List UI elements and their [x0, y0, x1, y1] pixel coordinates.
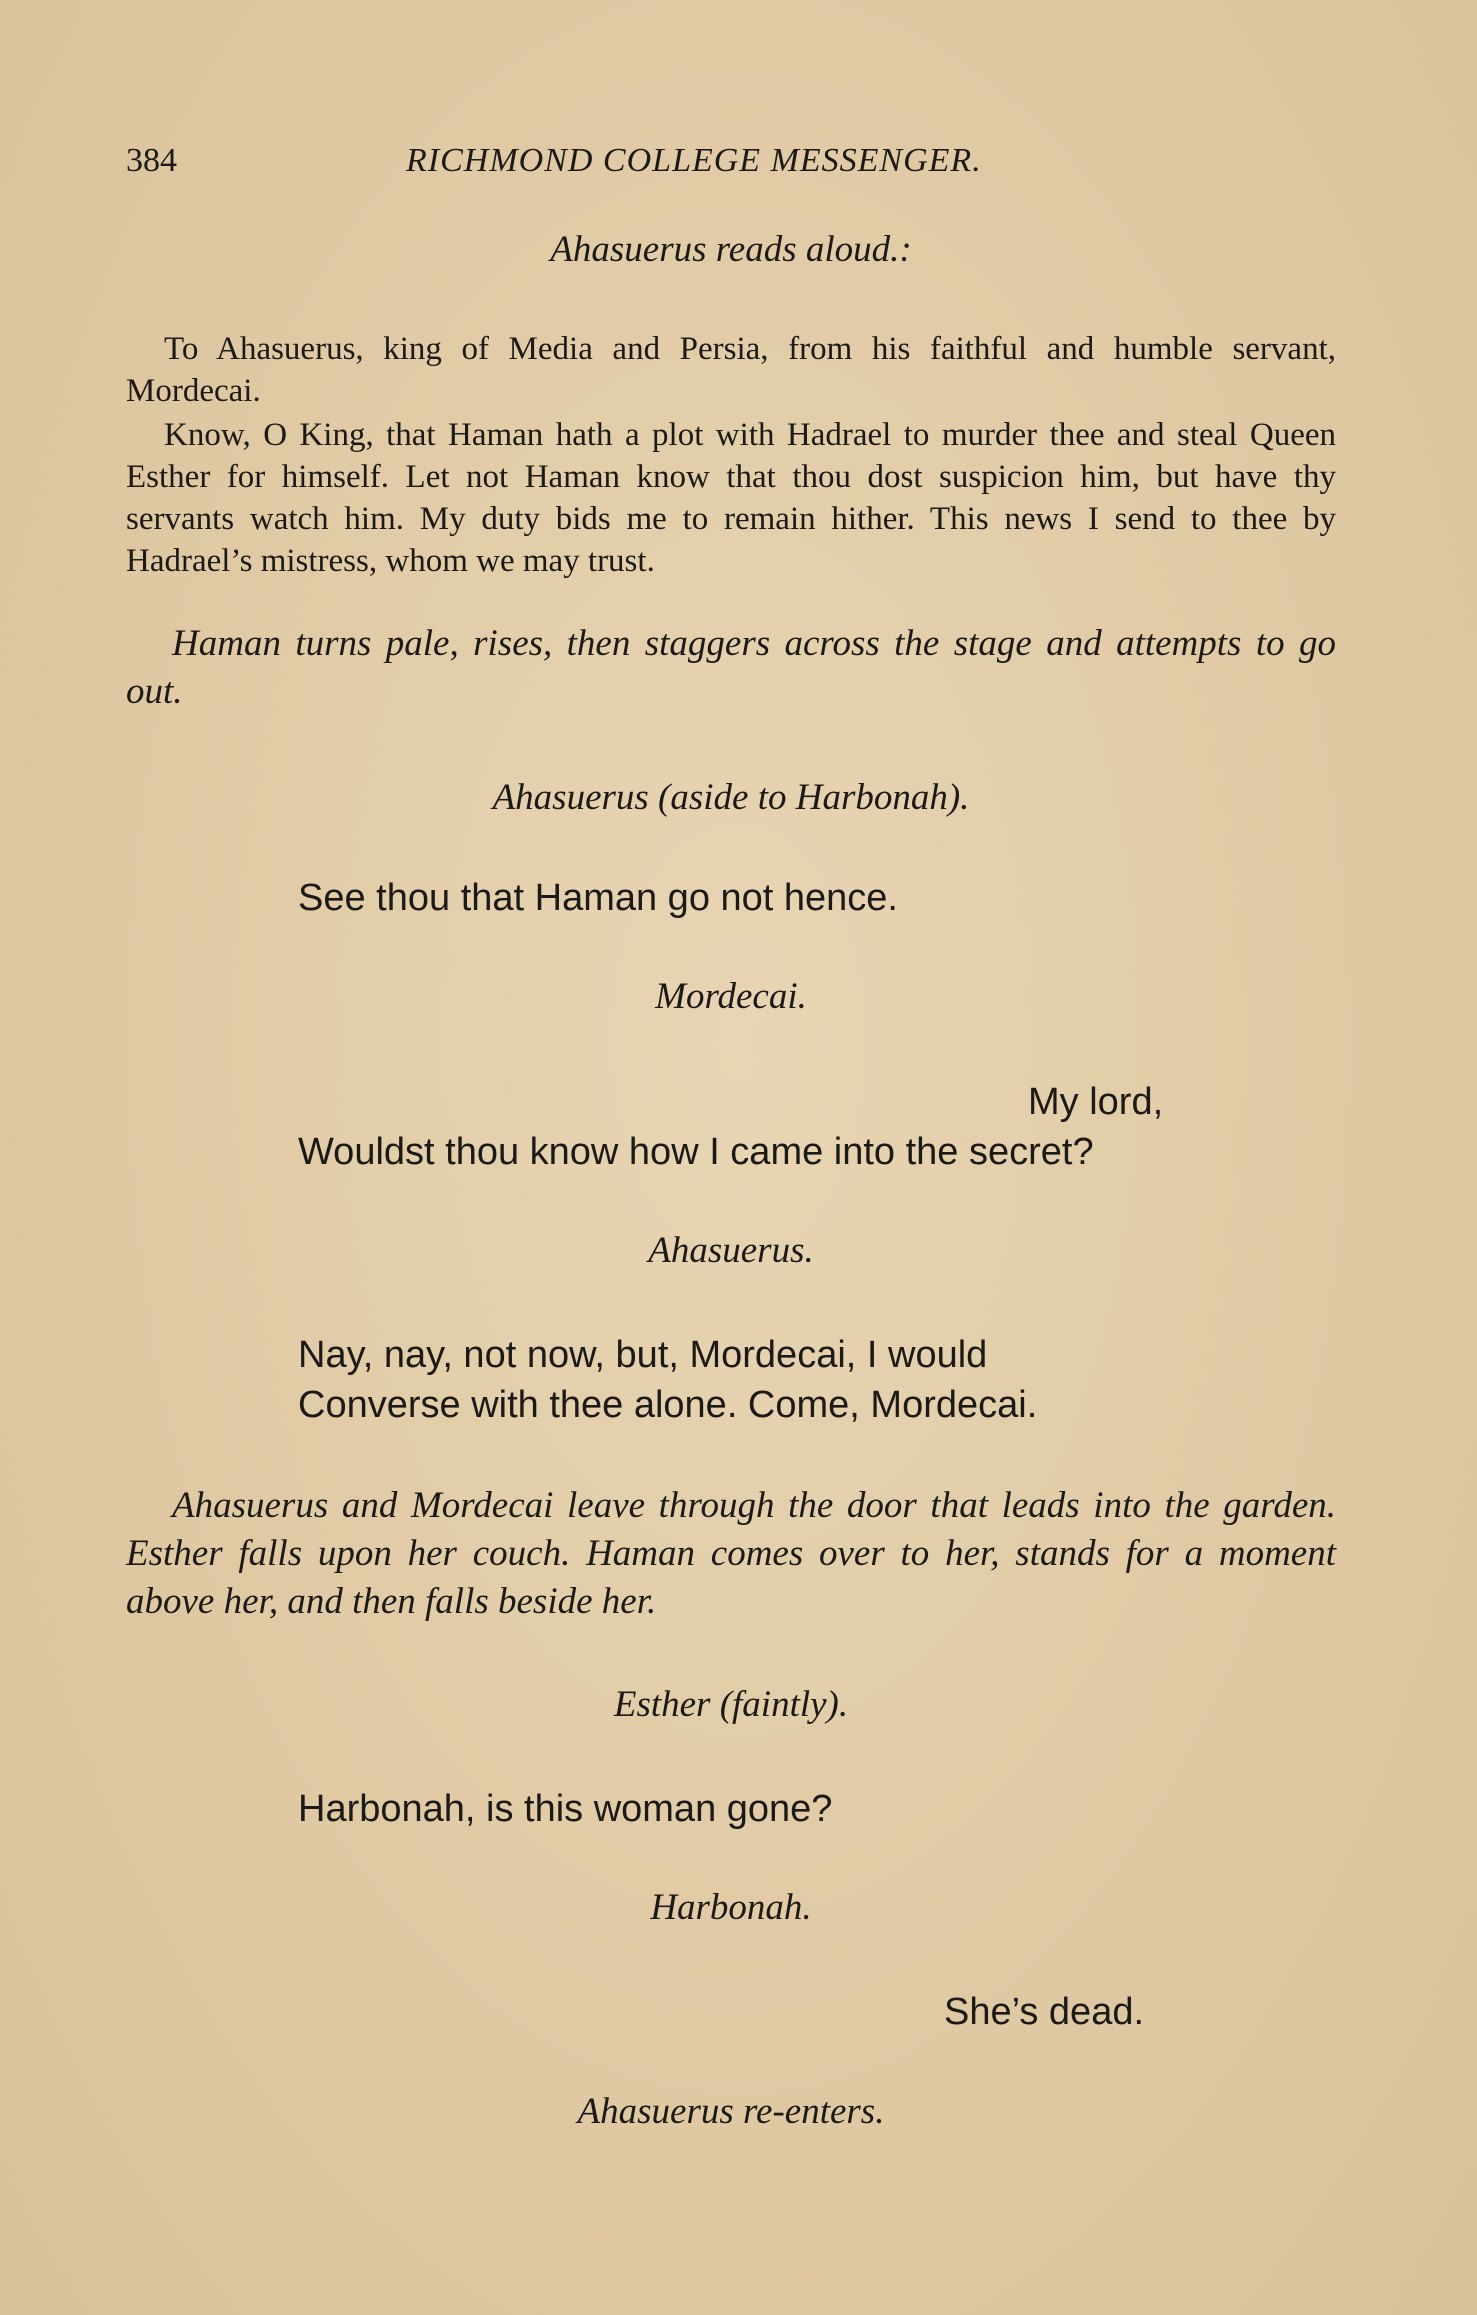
speaker-ahasuerus-aside: Ahasuerus (aside to Harbonah). — [492, 777, 970, 818]
line-see-thou: See thou that Haman go not hence. — [298, 877, 898, 919]
line-nay-1: Nay, nay, not now, but, Mordecai, I would — [298, 1334, 988, 1376]
letter-salutation: To Ahasuerus, king of Media and Persia, from his faithful and humble servant, Mordecai. — [126, 331, 1336, 409]
speaker-ahasuerus: Ahasuerus. — [648, 1230, 814, 1271]
stage-direction-reenters: Ahasuerus re-enters. — [577, 2091, 885, 2132]
line-wouldst: Wouldst thou know how I came into the secret? — [298, 1131, 1094, 1173]
speaker-harbonah: Harbonah. — [650, 1887, 812, 1928]
stage-direction-leave — [126, 1482, 1336, 1626]
line-nay-2: Converse with thee alone. Come, Mordecai. — [298, 1384, 1038, 1426]
line-my-lord: My lord, — [1028, 1081, 1164, 1123]
page-number: 384 — [126, 142, 177, 179]
speaker-mordecai: Mordecai. — [655, 976, 807, 1017]
running-title: RICHMOND COLLEGE MESSENGER. — [406, 142, 982, 179]
line-harbonah-gone: Harbonah, is this woman gone? — [298, 1788, 833, 1830]
speaker-esther: Esther (faintly). — [613, 1684, 849, 1725]
stage-direction-haman — [126, 620, 1336, 716]
line-shes-dead: She’s dead. — [944, 1991, 1145, 2033]
letter-body: Know, O King, that Haman hath a plot with Hadrael to murder thee and steal Queen Esther for himself. Let not Haman know that thou dost suspicion him, but have thy servants watch him. My duty bids me to remain hither. This news I send to thee by Hadrael’s mistress, whom we may trust. — [126, 417, 1336, 579]
running-header — [126, 142, 1326, 192]
letter-text — [126, 328, 1336, 582]
stage-direction-haman-text: Haman turns pale, rises, then staggers across the stage and attempts to go out. — [126, 623, 1336, 712]
stage-direction-leave-text: Ahasuerus and Mordecai leave through the door that leads into the garden. Esther falls upon her couch. Haman comes over to her, stands for a moment above her, and then falls beside her. — [126, 1485, 1336, 1622]
stage-direction-reads: Ahasuerus reads aloud.: — [550, 229, 912, 270]
